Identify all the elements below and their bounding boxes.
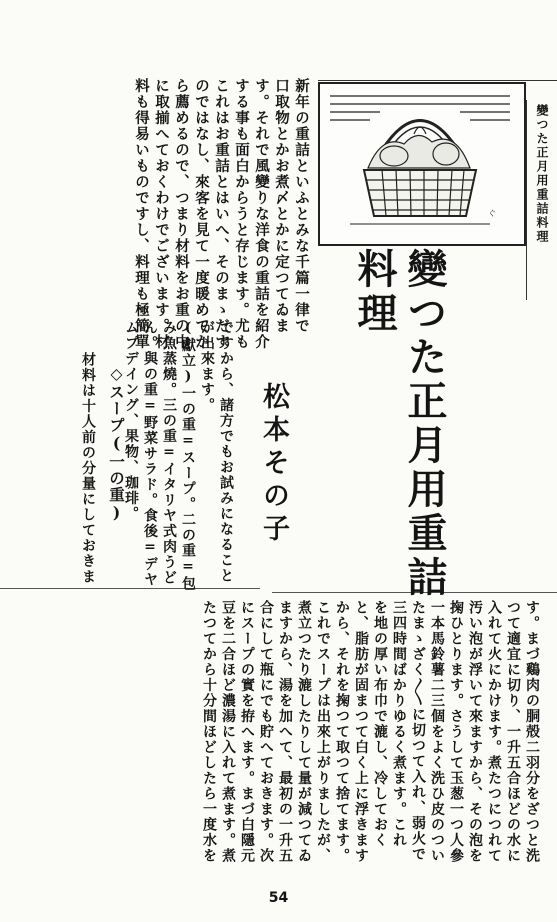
artist-mark: ぐ — [488, 209, 496, 218]
soup-line: 材料は十人前の分量にしておきま — [80, 352, 96, 585]
menu-line: が出來ます。 — [199, 320, 215, 413]
method-line: にスープの實を拵へます。まづ白隱元 — [239, 600, 255, 864]
title-line-2: 料理 — [351, 248, 398, 336]
method-line: ますから、湯を加へて、最初の一升五 — [277, 600, 293, 864]
method-line: つて適宜に切り、一升五合ほどの水に — [505, 600, 521, 864]
method-line: す。まづ鷄肉の胴殻二羽分をざつと洗 — [524, 600, 540, 864]
intro-paragraph — [131, 78, 311, 350]
menu-line: ですから、諸方でもお試みになること — [218, 320, 234, 584]
article-title — [349, 248, 449, 600]
intro-line: これはお重詰とはいへ、そのまゝだす — [213, 78, 230, 350]
running-head: 變つた正月用重詰料理 — [535, 104, 549, 244]
method-paragraph — [199, 600, 541, 864]
method-line: 煮立つたり漉したりして量が減つてゐ — [296, 600, 312, 864]
method-line: 入れて火にかけます。煮たつにつれて — [486, 600, 502, 864]
soup-paragraph — [78, 352, 97, 585]
menu-paragraph — [121, 320, 235, 592]
method-line: から、それを掬つて取つて捨てます。 — [334, 600, 350, 864]
intro-line: に取揃へておくわけでございます。材 — [153, 78, 170, 350]
method-line: と、脂肪が固まつて白く上に浮きます — [353, 600, 369, 864]
method-line: を地の厚い布巾で漉し、冷しておく — [372, 600, 388, 848]
header-rule — [318, 80, 557, 81]
intro-line: ら薦めるので、つまり材料をお重の中 — [173, 78, 190, 350]
method-line: 三四時間ばかりゆるく煮ます。これ — [391, 600, 407, 848]
menu-line: (獻立)一の重=スープ。二の重=包 — [180, 320, 196, 592]
intro-line: 料も得易いものですし、料理も極簡單 — [133, 78, 150, 350]
method-line: 汚い泡が浮いて來ますから、その泡を — [467, 600, 483, 864]
intro-line: する事も面白からうと存じます。尤も — [233, 78, 250, 350]
intro-line: のではなし、來客を見て一度暖めてか — [193, 78, 210, 350]
method-line: 掬ひとります。さうして玉葱一つ人參 — [448, 600, 464, 864]
author-name: 松本その子 — [258, 382, 289, 547]
method-line: たまゝざく〱に切つて入れ、弱火で — [410, 600, 426, 862]
menu-line: ん。與の重=野菜サラド。食後=デヤ — [142, 320, 158, 588]
method-line: 合にして瓶にでも貯へておきます。次 — [258, 600, 274, 864]
menu-line: み魚蒸燒。三の重=イタリヤ式肉うど — [161, 320, 177, 586]
intro-line: 口取物とかお煮〆とかに定つてゐま — [273, 78, 290, 334]
method-line: 豆を二合ほど濃湯に入れて煮ます。煮 — [220, 600, 236, 864]
title-line-1: 變つた正月用重詰 — [401, 248, 448, 600]
intro-line: す。それで風變りな洋食の重詰を紹介 — [253, 78, 270, 350]
method-line: 一本馬鈴薯二三個をよく洗ひ皮のつい — [429, 600, 445, 864]
page-number: 54 — [268, 890, 289, 906]
intro-line: 新年の重詰といふとみな千篇一律で — [293, 78, 310, 334]
soup-section-heading: ◇スープ(一の重) — [107, 364, 126, 523]
menu-line: ムプデイング、果物、珈琲。 — [123, 320, 139, 522]
method-line: たつてから十分間ほどしたら一度水を — [201, 600, 217, 864]
basket-drawing — [320, 84, 520, 240]
running-head-rule — [526, 100, 527, 300]
method-line: これでスープは出來上がりましたが、 — [315, 600, 331, 864]
vegetable-basket-illustration — [318, 82, 526, 246]
